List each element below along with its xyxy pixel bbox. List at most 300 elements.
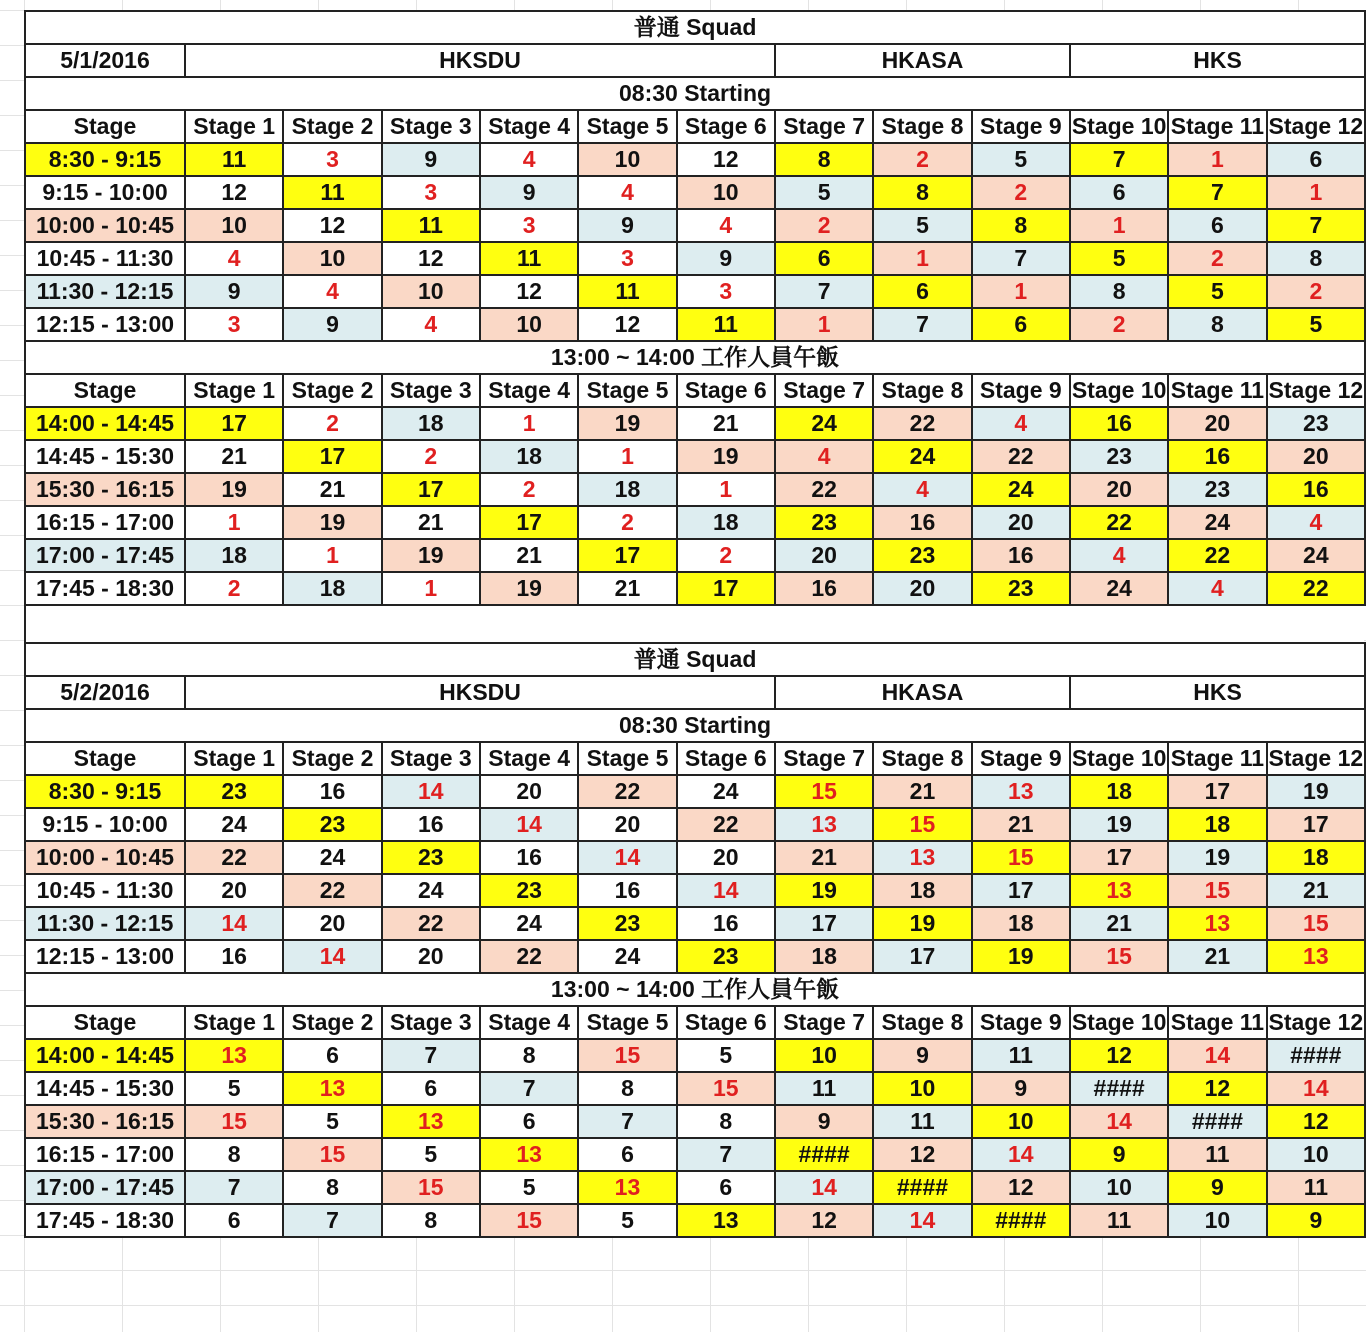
time-slot-cell[interactable]: 12:15 - 13:00	[25, 940, 185, 973]
stage-column-header[interactable]: Stage 5	[578, 110, 676, 143]
stage-column-header[interactable]: Stage 5	[578, 1006, 676, 1039]
time-slot-cell[interactable]: 9:15 - 10:00	[25, 808, 185, 841]
squad-cell[interactable]: 20	[1070, 473, 1168, 506]
squad-cell[interactable]: 1	[1070, 209, 1168, 242]
squad-cell[interactable]: 8	[185, 1138, 283, 1171]
stage-column-header[interactable]: Stage 5	[578, 742, 676, 775]
stage-column-header[interactable]: Stage 3	[382, 110, 480, 143]
squad-cell[interactable]: 12	[185, 176, 283, 209]
squad-cell[interactable]: 7	[677, 1138, 775, 1171]
squad-cell[interactable]: 8	[972, 209, 1070, 242]
squad-cell[interactable]: 5	[480, 1171, 578, 1204]
stage-column-header[interactable]: Stage 3	[382, 742, 480, 775]
squad-cell[interactable]: 23	[775, 506, 873, 539]
squad-cell[interactable]: 13	[578, 1171, 676, 1204]
squad-cell[interactable]: 18	[972, 907, 1070, 940]
squad-cell[interactable]: 5	[382, 1138, 480, 1171]
stage-column-header[interactable]: Stage 7	[775, 110, 873, 143]
squad-cell[interactable]: 16	[1070, 407, 1168, 440]
squad-cell[interactable]: 18	[480, 440, 578, 473]
squad-cell[interactable]: 5	[873, 209, 971, 242]
group-header[interactable]: HKS	[1070, 676, 1365, 709]
group-header[interactable]: HKSDU	[185, 44, 775, 77]
time-slot-cell[interactable]: 16:15 - 17:00	[25, 506, 185, 539]
time-slot-cell[interactable]: 12:15 - 13:00	[25, 308, 185, 341]
stage-column-header[interactable]: Stage 7	[775, 1006, 873, 1039]
squad-cell[interactable]: 14	[185, 907, 283, 940]
squad-cell[interactable]: 12	[1168, 1072, 1266, 1105]
squad-cell[interactable]: 16	[185, 940, 283, 973]
stage-column-header[interactable]: Stage 8	[873, 110, 971, 143]
stage-column-header[interactable]: Stage 10	[1070, 374, 1168, 407]
squad-cell[interactable]: 4	[578, 176, 676, 209]
stage-column-header[interactable]: Stage 3	[382, 374, 480, 407]
squad-cell[interactable]: 21	[873, 775, 971, 808]
squad-cell[interactable]: 10	[1267, 1138, 1365, 1171]
squad-cell[interactable]: 11	[972, 1039, 1070, 1072]
squad-cell[interactable]: 2	[283, 407, 381, 440]
squad-cell[interactable]: 15	[775, 775, 873, 808]
squad-cell[interactable]: 2	[578, 506, 676, 539]
squad-cell[interactable]: 18	[775, 940, 873, 973]
squad-cell[interactable]: 24	[480, 907, 578, 940]
squad-cell[interactable]: 9	[1267, 1204, 1365, 1237]
squad-cell[interactable]: 22	[578, 775, 676, 808]
squad-cell[interactable]: 15	[1267, 907, 1365, 940]
time-slot-cell[interactable]: 14:45 - 15:30	[25, 1072, 185, 1105]
squad-cell[interactable]: 20	[677, 841, 775, 874]
squad-cell[interactable]: 22	[677, 808, 775, 841]
squad-cell[interactable]: 16	[873, 506, 971, 539]
squad-cell[interactable]: 23	[578, 907, 676, 940]
squad-cell[interactable]: 23	[480, 874, 578, 907]
squad-cell[interactable]: 7	[382, 1039, 480, 1072]
start-label[interactable]: 08:30 Starting	[25, 709, 1365, 742]
stage-column-header[interactable]: Stage 6	[677, 1006, 775, 1039]
squad-cell[interactable]: 1	[775, 308, 873, 341]
squad-cell[interactable]: 9	[873, 1039, 971, 1072]
squad-cell[interactable]: 6	[1070, 176, 1168, 209]
squad-cell[interactable]: 1	[1168, 143, 1266, 176]
squad-cell[interactable]: 21	[972, 808, 1070, 841]
stage-column-header[interactable]: Stage 8	[873, 1006, 971, 1039]
squad-cell[interactable]: 5	[283, 1105, 381, 1138]
stage-column-header[interactable]: Stage 11	[1168, 1006, 1266, 1039]
squad-cell[interactable]: 14	[283, 940, 381, 973]
time-slot-cell[interactable]: 17:45 - 18:30	[25, 1204, 185, 1237]
squad-cell[interactable]: 20	[873, 572, 971, 605]
squad-cell[interactable]: 13	[972, 775, 1070, 808]
squad-cell[interactable]: 16	[1267, 473, 1365, 506]
stage-column-header[interactable]: Stage 11	[1168, 110, 1266, 143]
squad-cell[interactable]: 10	[480, 308, 578, 341]
stage-column-header[interactable]: Stage 12	[1267, 742, 1365, 775]
squad-cell[interactable]: 13	[1070, 874, 1168, 907]
stage-column-header[interactable]: Stage 6	[677, 742, 775, 775]
date-cell[interactable]: 5/1/2016	[25, 44, 185, 77]
squad-cell[interactable]: 9	[972, 1072, 1070, 1105]
squad-cell[interactable]: 7	[480, 1072, 578, 1105]
squad-cell[interactable]: 1	[480, 407, 578, 440]
sheet-title[interactable]: 普通 Squad	[25, 11, 1365, 44]
squad-cell[interactable]: 24	[185, 808, 283, 841]
squad-cell[interactable]: 24	[578, 940, 676, 973]
squad-cell[interactable]: 8	[480, 1039, 578, 1072]
squad-cell[interactable]: 14	[480, 808, 578, 841]
squad-cell[interactable]: 5	[1267, 308, 1365, 341]
squad-cell[interactable]: 7	[775, 275, 873, 308]
squad-cell[interactable]: 18	[1267, 841, 1365, 874]
squad-cell[interactable]: 16	[677, 907, 775, 940]
squad-cell[interactable]: 24	[1267, 539, 1365, 572]
stage-column-header[interactable]: Stage 12	[1267, 374, 1365, 407]
stage-column-header[interactable]: Stage 9	[972, 374, 1070, 407]
squad-cell[interactable]: 16	[775, 572, 873, 605]
squad-cell[interactable]: 21	[480, 539, 578, 572]
time-slot-cell[interactable]: 11:30 - 12:15	[25, 275, 185, 308]
squad-cell[interactable]: 15	[1168, 874, 1266, 907]
squad-cell[interactable]: 22	[1168, 539, 1266, 572]
squad-cell[interactable]: ####	[1070, 1072, 1168, 1105]
squad-cell[interactable]: 4	[185, 242, 283, 275]
squad-cell[interactable]: 17	[677, 572, 775, 605]
squad-cell[interactable]: 5	[578, 1204, 676, 1237]
stage-column-header[interactable]: Stage 6	[677, 110, 775, 143]
squad-cell[interactable]: 23	[185, 775, 283, 808]
squad-cell[interactable]: 19	[775, 874, 873, 907]
squad-cell[interactable]: 12	[1070, 1039, 1168, 1072]
squad-cell[interactable]: 12	[283, 209, 381, 242]
group-header[interactable]: HKASA	[775, 676, 1070, 709]
squad-cell[interactable]: 3	[480, 209, 578, 242]
squad-cell[interactable]: 9	[382, 143, 480, 176]
squad-cell[interactable]: 4	[480, 143, 578, 176]
stage-header[interactable]: Stage	[25, 742, 185, 775]
squad-cell[interactable]: 20	[382, 940, 480, 973]
squad-cell[interactable]: 20	[775, 539, 873, 572]
squad-cell[interactable]: 8	[578, 1072, 676, 1105]
squad-cell[interactable]: 24	[972, 473, 1070, 506]
squad-cell[interactable]: 21	[1070, 907, 1168, 940]
squad-cell[interactable]: 4	[873, 473, 971, 506]
squad-cell[interactable]: 9	[578, 209, 676, 242]
squad-cell[interactable]: 15	[1070, 940, 1168, 973]
squad-cell[interactable]: 15	[578, 1039, 676, 1072]
squad-cell[interactable]: 15	[873, 808, 971, 841]
stage-column-header[interactable]: Stage 3	[382, 1006, 480, 1039]
squad-cell[interactable]: 6	[578, 1138, 676, 1171]
squad-cell[interactable]: 9	[677, 242, 775, 275]
stage-column-header[interactable]: Stage 10	[1070, 1006, 1168, 1039]
squad-cell[interactable]: 2	[1168, 242, 1266, 275]
squad-cell[interactable]: 1	[185, 506, 283, 539]
squad-cell[interactable]: 7	[1070, 143, 1168, 176]
squad-cell[interactable]: 17	[480, 506, 578, 539]
squad-cell[interactable]: 17	[1267, 808, 1365, 841]
squad-cell[interactable]: 10	[382, 275, 480, 308]
squad-cell[interactable]: 10	[1070, 1171, 1168, 1204]
squad-cell[interactable]: 20	[480, 775, 578, 808]
squad-cell[interactable]: 11	[1267, 1171, 1365, 1204]
time-slot-cell[interactable]: 10:00 - 10:45	[25, 841, 185, 874]
time-slot-cell[interactable]: 11:30 - 12:15	[25, 907, 185, 940]
squad-cell[interactable]: 1	[873, 242, 971, 275]
squad-cell[interactable]: ####	[873, 1171, 971, 1204]
squad-cell[interactable]: 2	[185, 572, 283, 605]
squad-cell[interactable]: 13	[382, 1105, 480, 1138]
squad-cell[interactable]: 17	[775, 907, 873, 940]
squad-cell[interactable]: 18	[873, 874, 971, 907]
squad-cell[interactable]: 23	[1168, 473, 1266, 506]
squad-cell[interactable]: 24	[382, 874, 480, 907]
squad-cell[interactable]: 23	[873, 539, 971, 572]
squad-cell[interactable]: 19	[873, 907, 971, 940]
squad-cell[interactable]: 6	[1168, 209, 1266, 242]
squad-cell[interactable]: 7	[185, 1171, 283, 1204]
squad-cell[interactable]: 20	[283, 907, 381, 940]
squad-cell[interactable]: 17	[283, 440, 381, 473]
stage-header[interactable]: Stage	[25, 1006, 185, 1039]
stage-column-header[interactable]: Stage 4	[480, 742, 578, 775]
squad-cell[interactable]: 9	[185, 275, 283, 308]
squad-cell[interactable]: 6	[1267, 143, 1365, 176]
squad-cell[interactable]: 20	[1168, 407, 1266, 440]
squad-cell[interactable]: 12	[873, 1138, 971, 1171]
squad-cell[interactable]: 9	[480, 176, 578, 209]
squad-cell[interactable]: 19	[382, 539, 480, 572]
squad-cell[interactable]: 13	[480, 1138, 578, 1171]
squad-cell[interactable]: 19	[972, 940, 1070, 973]
squad-cell[interactable]: 17	[578, 539, 676, 572]
start-label[interactable]: 08:30 Starting	[25, 77, 1365, 110]
time-slot-cell[interactable]: 10:45 - 11:30	[25, 874, 185, 907]
squad-cell[interactable]: 11	[382, 209, 480, 242]
squad-cell[interactable]: 3	[283, 143, 381, 176]
stage-column-header[interactable]: Stage 6	[677, 374, 775, 407]
squad-cell[interactable]: 6	[185, 1204, 283, 1237]
squad-cell[interactable]: 14	[1168, 1039, 1266, 1072]
stage-column-header[interactable]: Stage 8	[873, 374, 971, 407]
squad-cell[interactable]: 15	[382, 1171, 480, 1204]
time-slot-cell[interactable]: 14:00 - 14:45	[25, 407, 185, 440]
squad-cell[interactable]: 23	[283, 808, 381, 841]
squad-cell[interactable]: 8	[283, 1171, 381, 1204]
lunch-label[interactable]: 13:00 ~ 14:00 工作人員午飯	[25, 341, 1365, 374]
squad-cell[interactable]: 16	[578, 874, 676, 907]
stage-column-header[interactable]: Stage 1	[185, 110, 283, 143]
squad-cell[interactable]: 21	[1168, 940, 1266, 973]
squad-cell[interactable]: 22	[972, 440, 1070, 473]
group-header[interactable]: HKASA	[775, 44, 1070, 77]
squad-cell[interactable]: 19	[283, 506, 381, 539]
stage-column-header[interactable]: Stage 7	[775, 742, 873, 775]
squad-cell[interactable]: 16	[382, 808, 480, 841]
squad-cell[interactable]: 21	[578, 572, 676, 605]
squad-cell[interactable]: 19	[1267, 775, 1365, 808]
squad-cell[interactable]: 12	[480, 275, 578, 308]
squad-cell[interactable]: ####	[775, 1138, 873, 1171]
squad-cell[interactable]: 18	[283, 572, 381, 605]
squad-cell[interactable]: 16	[972, 539, 1070, 572]
squad-cell[interactable]: 19	[677, 440, 775, 473]
squad-cell[interactable]: 19	[480, 572, 578, 605]
squad-cell[interactable]: 18	[382, 407, 480, 440]
time-slot-cell[interactable]: 16:15 - 17:00	[25, 1138, 185, 1171]
stage-column-header[interactable]: Stage 9	[972, 742, 1070, 775]
squad-cell[interactable]: 21	[775, 841, 873, 874]
time-slot-cell[interactable]: 15:30 - 16:15	[25, 473, 185, 506]
squad-cell[interactable]: 24	[873, 440, 971, 473]
squad-cell[interactable]: 2	[1070, 308, 1168, 341]
squad-cell[interactable]: 11	[677, 308, 775, 341]
stage-column-header[interactable]: Stage 4	[480, 374, 578, 407]
squad-cell[interactable]: 18	[677, 506, 775, 539]
time-slot-cell[interactable]: 10:00 - 10:45	[25, 209, 185, 242]
squad-cell[interactable]: 22	[1070, 506, 1168, 539]
squad-cell[interactable]: 13	[1267, 940, 1365, 973]
stage-column-header[interactable]: Stage 1	[185, 374, 283, 407]
squad-cell[interactable]: 3	[185, 308, 283, 341]
lunch-label[interactable]: 13:00 ~ 14:00 工作人員午飯	[25, 973, 1365, 1006]
stage-column-header[interactable]: Stage 2	[283, 110, 381, 143]
squad-cell[interactable]: 6	[677, 1171, 775, 1204]
stage-header[interactable]: Stage	[25, 110, 185, 143]
sheet-title[interactable]: 普通 Squad	[25, 643, 1365, 676]
squad-cell[interactable]: 1	[677, 473, 775, 506]
squad-cell[interactable]: 24	[775, 407, 873, 440]
squad-cell[interactable]: 20	[972, 506, 1070, 539]
squad-cell[interactable]: ####	[1267, 1039, 1365, 1072]
squad-cell[interactable]: 15	[283, 1138, 381, 1171]
squad-cell[interactable]: 2	[972, 176, 1070, 209]
stage-column-header[interactable]: Stage 12	[1267, 1006, 1365, 1039]
squad-cell[interactable]: 10	[972, 1105, 1070, 1138]
squad-cell[interactable]: 22	[873, 407, 971, 440]
squad-cell[interactable]: 17	[1070, 841, 1168, 874]
squad-cell[interactable]: 11	[185, 143, 283, 176]
squad-cell[interactable]: 16	[1168, 440, 1266, 473]
stage-column-header[interactable]: Stage 2	[283, 374, 381, 407]
squad-cell[interactable]: 21	[677, 407, 775, 440]
squad-cell[interactable]: 5	[775, 176, 873, 209]
squad-cell[interactable]: 13	[677, 1204, 775, 1237]
squad-cell[interactable]: 3	[677, 275, 775, 308]
squad-cell[interactable]: 15	[677, 1072, 775, 1105]
squad-cell[interactable]: 22	[480, 940, 578, 973]
squad-cell[interactable]: 15	[480, 1204, 578, 1237]
stage-column-header[interactable]: Stage 4	[480, 110, 578, 143]
squad-cell[interactable]: 1	[1267, 176, 1365, 209]
squad-cell[interactable]: 9	[1070, 1138, 1168, 1171]
group-header[interactable]: HKS	[1070, 44, 1365, 77]
squad-cell[interactable]: 4	[1168, 572, 1266, 605]
time-slot-cell[interactable]: 9:15 - 10:00	[25, 176, 185, 209]
squad-cell[interactable]: 11	[873, 1105, 971, 1138]
stage-column-header[interactable]: Stage 12	[1267, 110, 1365, 143]
squad-cell[interactable]: 6	[972, 308, 1070, 341]
time-slot-cell[interactable]: 14:45 - 15:30	[25, 440, 185, 473]
squad-cell[interactable]: 12	[677, 143, 775, 176]
squad-cell[interactable]: 18	[185, 539, 283, 572]
squad-cell[interactable]: 19	[185, 473, 283, 506]
squad-cell[interactable]: 1	[382, 572, 480, 605]
squad-cell[interactable]: 14	[972, 1138, 1070, 1171]
squad-cell[interactable]: 8	[1070, 275, 1168, 308]
squad-cell[interactable]: 17	[873, 940, 971, 973]
squad-cell[interactable]: 10	[1168, 1204, 1266, 1237]
squad-cell[interactable]: 3	[578, 242, 676, 275]
squad-cell[interactable]: 14	[873, 1204, 971, 1237]
squad-cell[interactable]: 16	[480, 841, 578, 874]
squad-cell[interactable]: 20	[578, 808, 676, 841]
stage-column-header[interactable]: Stage 11	[1168, 742, 1266, 775]
squad-cell[interactable]: 2	[775, 209, 873, 242]
squad-cell[interactable]: 6	[480, 1105, 578, 1138]
squad-cell[interactable]: 19	[1070, 808, 1168, 841]
squad-cell[interactable]: ####	[972, 1204, 1070, 1237]
squad-cell[interactable]: 19	[578, 407, 676, 440]
squad-cell[interactable]: 21	[283, 473, 381, 506]
squad-cell[interactable]: 8	[677, 1105, 775, 1138]
squad-cell[interactable]: 1	[283, 539, 381, 572]
squad-cell[interactable]: 2	[677, 539, 775, 572]
squad-cell[interactable]: 6	[873, 275, 971, 308]
squad-cell[interactable]: 2	[480, 473, 578, 506]
squad-cell[interactable]: 13	[775, 808, 873, 841]
squad-cell[interactable]: 13	[185, 1039, 283, 1072]
squad-cell[interactable]: 22	[775, 473, 873, 506]
squad-cell[interactable]: 7	[873, 308, 971, 341]
squad-cell[interactable]: ####	[1168, 1105, 1266, 1138]
time-slot-cell[interactable]: 17:00 - 17:45	[25, 539, 185, 572]
squad-cell[interactable]: 5	[1168, 275, 1266, 308]
stage-column-header[interactable]: Stage 2	[283, 1006, 381, 1039]
squad-cell[interactable]: 17	[185, 407, 283, 440]
squad-cell[interactable]: 23	[972, 572, 1070, 605]
stage-column-header[interactable]: Stage 10	[1070, 742, 1168, 775]
squad-cell[interactable]: 11	[775, 1072, 873, 1105]
squad-cell[interactable]: 12	[1267, 1105, 1365, 1138]
time-slot-cell[interactable]: 17:45 - 18:30	[25, 572, 185, 605]
squad-cell[interactable]: 24	[1168, 506, 1266, 539]
stage-column-header[interactable]: Stage 5	[578, 374, 676, 407]
time-slot-cell[interactable]: 8:30 - 9:15	[25, 143, 185, 176]
squad-cell[interactable]: 9	[1168, 1171, 1266, 1204]
squad-cell[interactable]: 21	[185, 440, 283, 473]
squad-cell[interactable]: 7	[578, 1105, 676, 1138]
squad-cell[interactable]: 6	[283, 1039, 381, 1072]
squad-cell[interactable]: 12	[775, 1204, 873, 1237]
squad-cell[interactable]: 7	[283, 1204, 381, 1237]
squad-cell[interactable]: 9	[283, 308, 381, 341]
squad-cell[interactable]: 5	[677, 1039, 775, 1072]
squad-cell[interactable]: 4	[972, 407, 1070, 440]
squad-cell[interactable]: 11	[1070, 1204, 1168, 1237]
time-slot-cell[interactable]: 8:30 - 9:15	[25, 775, 185, 808]
squad-cell[interactable]: 22	[283, 874, 381, 907]
stage-column-header[interactable]: Stage 1	[185, 1006, 283, 1039]
squad-cell[interactable]: 9	[775, 1105, 873, 1138]
stage-column-header[interactable]: Stage 1	[185, 742, 283, 775]
stage-column-header[interactable]: Stage 7	[775, 374, 873, 407]
time-slot-cell[interactable]: 10:45 - 11:30	[25, 242, 185, 275]
squad-cell[interactable]: 16	[283, 775, 381, 808]
squad-cell[interactable]: 14	[1070, 1105, 1168, 1138]
squad-cell[interactable]: 23	[677, 940, 775, 973]
stage-column-header[interactable]: Stage 11	[1168, 374, 1266, 407]
squad-cell[interactable]: 8	[873, 176, 971, 209]
squad-cell[interactable]: 5	[185, 1072, 283, 1105]
